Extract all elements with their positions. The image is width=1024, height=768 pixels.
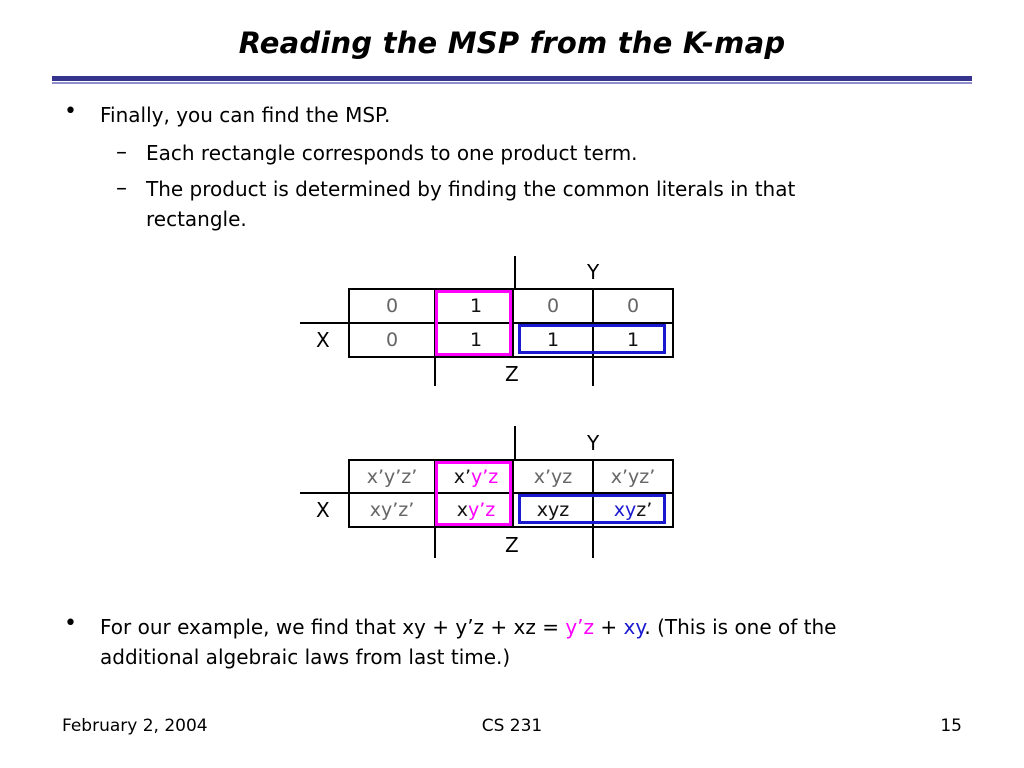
kmap-z-bracket-left	[434, 526, 436, 558]
plus-sign: +	[594, 615, 624, 639]
dash-marker: –	[116, 140, 127, 165]
pink-group-rectangle	[435, 290, 512, 356]
title-rule	[52, 76, 972, 81]
kmap-cell: xy’z’	[369, 499, 415, 521]
kmap-z-bracket-right	[592, 526, 594, 558]
bullet-example	[64, 611, 837, 672]
pink-group-rectangle	[435, 461, 512, 526]
kmap-z-bracket-right	[592, 356, 594, 386]
kmap-cell: 1	[469, 295, 483, 317]
sub-bullet-rectangle	[116, 138, 638, 168]
kmap-cell: 0	[385, 329, 399, 351]
term-xy: xy	[623, 615, 645, 639]
kmap-cell-highlight: y’z	[467, 499, 496, 521]
kmap-y-bracket	[514, 256, 516, 290]
slide-title: Reading the MSP from the K-map	[238, 26, 786, 60]
kmap-cell: 1	[469, 329, 483, 351]
kmap-x-label: X	[316, 498, 330, 522]
kmap-x-label: X	[316, 328, 330, 352]
blue-group-rectangle	[518, 494, 666, 524]
bullet-finally	[64, 99, 391, 130]
kmap-cell-part: z’	[636, 499, 653, 521]
sub-bullet-product	[116, 174, 796, 234]
title-rule-shadow	[52, 82, 972, 84]
sub-bullet-text-line2: rectangle.	[146, 207, 247, 231]
sub-bullet-text-line1: The product is determined by finding the common literals in that	[146, 177, 796, 201]
kmap-y-label: Y	[587, 431, 600, 455]
kmap-z-bracket-left	[434, 356, 436, 386]
footer-date: February 2, 2004	[62, 716, 208, 736]
sub-bullet-text: Each rectangle corresponds to one product term.	[146, 141, 638, 165]
kmap-z-label: Z	[505, 533, 519, 557]
kmap-cell: 1	[626, 329, 640, 351]
kmap-cell: 0	[385, 295, 399, 317]
bullet-text: Finally, you can find the MSP.	[100, 103, 391, 127]
kmap-left-border	[348, 459, 350, 528]
kmap-cell: x’y’z’	[366, 466, 418, 488]
kmap-cell-part: x’	[453, 466, 472, 488]
kmap-y-bracket	[514, 426, 516, 460]
kmap-cell-highlight: xy	[613, 499, 637, 521]
kmap-y-label: Y	[587, 260, 600, 284]
bullet-text-suffix: . (This is one of the	[644, 615, 837, 639]
kmap-cell: xyz	[536, 499, 570, 521]
kmap-cell: x’yz	[533, 466, 573, 488]
bullet-text-prefix: For our example, we find that xy + y’z + xz =	[100, 615, 566, 639]
term-yprime-z: y’z	[565, 615, 595, 639]
kmap-left-border	[348, 288, 350, 358]
kmap-cell: x’yz’	[610, 466, 656, 488]
footer-page-number: 15	[940, 716, 962, 736]
footer-course: CS 231	[481, 716, 543, 736]
bullet-text-line2: additional algebraic laws from last time.)	[100, 645, 511, 669]
bullet-dot: •	[64, 611, 77, 636]
kmap-cell: 0	[546, 295, 560, 317]
kmap-cell: 1	[546, 329, 560, 351]
bullet-dot: •	[64, 99, 77, 124]
kmap-cell-highlight: y’z	[471, 466, 499, 488]
blue-group-rectangle	[518, 324, 666, 354]
kmap-cell: 0	[626, 295, 640, 317]
dash-marker: –	[116, 176, 127, 201]
kmap-z-label: Z	[505, 362, 519, 386]
kmap-cell-part: x	[456, 499, 468, 521]
